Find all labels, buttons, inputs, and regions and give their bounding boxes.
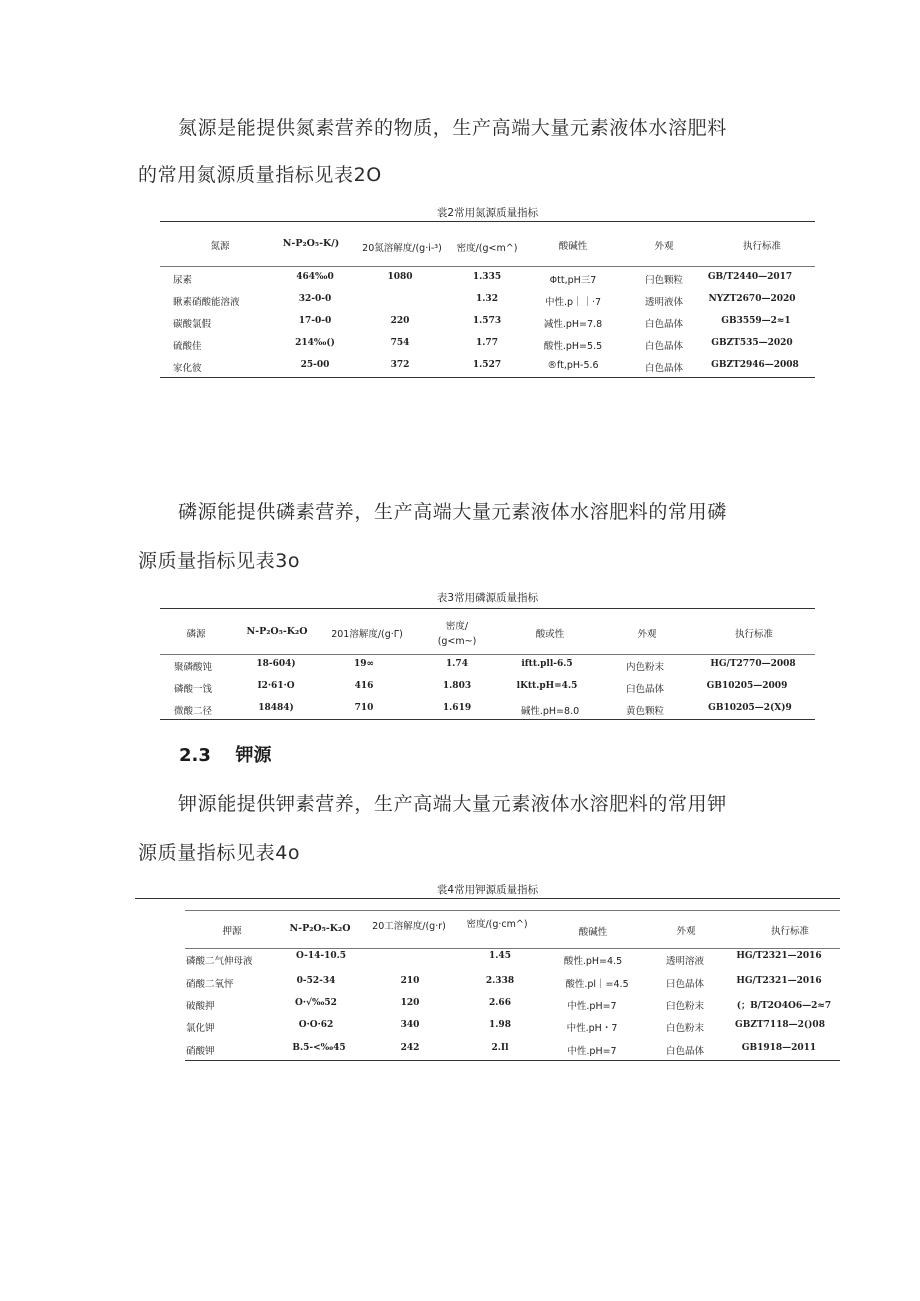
table-2-header-rule — [160, 266, 815, 267]
table-cell: 破酸押 — [186, 1001, 215, 1012]
table-cell: iftt.pll-6.5 — [521, 659, 573, 669]
table-cell: GB10205—2009 — [706, 681, 788, 691]
table-cell: 硝酸二氧怦 — [186, 979, 234, 990]
table-2-header-cell: 密度/(g<m^) — [456, 243, 518, 254]
table-4-header-cell: 押源 — [222, 926, 242, 937]
table-cell: HG/T2321—2016 — [736, 951, 822, 961]
table-cell: 硝酸钾 — [186, 1046, 215, 1057]
table-cell: ®ft,pH-5.6 — [547, 360, 599, 371]
table-cell: 1.45 — [489, 951, 511, 961]
table-cell: 中性.pH・7 — [566, 1023, 618, 1034]
potassium-paragraph-line1: 钾源能提供钾素营养，生产高端大量元素液体水溶肥料的常用钾 — [178, 793, 727, 815]
table-cell: GBZT2946—2008 — [711, 360, 799, 370]
table-cell: 酸性.pl｜=4.5 — [565, 979, 629, 990]
table-cell: NYZT2670—2020 — [708, 294, 796, 304]
table-3-header-cell: 201溶解度/(g·Γ) — [331, 629, 403, 640]
table-cell: 白色粉末 — [665, 1023, 705, 1034]
table-cell: 尿素 — [173, 275, 193, 286]
section-heading — [179, 741, 271, 767]
table-cell: 710 — [354, 703, 374, 713]
table-cell: HG/T2770—2008 — [710, 659, 796, 669]
table-cell: 17-0-0 — [298, 316, 332, 326]
table-cell: 中性.p｜｜·7 — [544, 297, 602, 308]
table-cell: 214‰() — [295, 338, 335, 348]
table-cell: 中性.pH=7 — [567, 1001, 617, 1012]
table-cell: O-14-10.5 — [295, 951, 347, 961]
table-cell: GB3559—2≈1 — [721, 316, 791, 326]
table-cell: 464‰0 — [296, 272, 334, 282]
table-cell: 25-00 — [300, 360, 330, 370]
table-cell: 372 — [390, 360, 410, 370]
table-2-bottom-rule — [160, 377, 815, 378]
table-cell: 瞅素硝酸能溶液 — [173, 297, 240, 308]
table-cell: 透明液体 — [644, 297, 684, 308]
table-cell: O·O·62 — [298, 1020, 334, 1030]
table-cell: I2·61·O — [257, 681, 295, 691]
table-cell: 120 — [400, 998, 420, 1008]
table-cell: 酸性.pH=5.5 — [543, 341, 603, 352]
table-cell: 碱性.pH=8.0 — [520, 706, 580, 717]
table-cell: 白色晶体 — [644, 341, 684, 352]
table-3-header-cell: 执行标准 — [734, 629, 774, 640]
table-3-header-cell: 密度/ — [445, 621, 469, 632]
table-4-header-cell: 密度/(g·cm^) — [466, 919, 528, 930]
table-cell: 220 — [390, 316, 410, 326]
table-cell: 1.74 — [446, 659, 468, 669]
table-2-header-cell: 酸碱性 — [558, 241, 588, 252]
table-cell: B.5-<‰45 — [292, 1043, 346, 1053]
table-cell: 碳酸氯假 — [173, 319, 212, 330]
table-cell: 透明溶液 — [665, 956, 705, 967]
table-2-header-cell: N-P₂O₅-K/) — [282, 238, 340, 249]
table-cell: 416 — [354, 681, 374, 691]
table-cell: 1.98 — [489, 1020, 511, 1030]
table-cell: 曰色晶体 — [665, 979, 705, 990]
table-cell: 754 — [390, 338, 410, 348]
table-cell: 2.Il — [491, 1043, 509, 1053]
table-3-header-cell: N-P₂O₅-K₂O — [246, 626, 308, 637]
table-3-bottom-rule — [160, 719, 815, 720]
table-cell: GB1918—2011 — [741, 1043, 817, 1053]
table-3-header-cell: 外观 — [637, 629, 657, 640]
table-cell: HG/T2321—2016 — [736, 976, 822, 986]
table-cell: 聚磷酸饨 — [174, 662, 213, 673]
table-2-header-cell: 20氮溶解度/(g·i-³) — [362, 243, 442, 254]
table-3-header-rule — [160, 654, 815, 655]
table-4-header-rule — [185, 948, 840, 949]
table-cell: (；B/T2O4O6—2≈7 — [736, 1001, 832, 1011]
table-cell: 中性.pH=7 — [567, 1046, 617, 1057]
table-cell: lKtt.pH=4.5 — [516, 681, 578, 691]
table-cell: 340 — [400, 1020, 420, 1030]
table-cell: 1.803 — [442, 681, 472, 691]
table-cell: GBZT535—2020 — [711, 338, 793, 348]
table-cell: 210 — [400, 976, 420, 986]
table-cell: 臼色粉末 — [665, 1001, 705, 1012]
table-cell: O·√‰52 — [295, 998, 337, 1008]
table-4-header-cell: N-P₂O₅-K₂O — [289, 923, 351, 934]
table-4-caption: 裳4常用钾源质量指标 — [436, 884, 539, 896]
table-cell: GB10205—2(X)9 — [708, 703, 792, 713]
table-2-top-rule — [160, 221, 815, 222]
phosphorus-paragraph-line1: 磷源能提供磷素营养，生产高端大量元素液体水溶肥料的常用磷 — [178, 501, 727, 523]
table-cell: 闩色颗粒 — [644, 275, 684, 286]
potassium-paragraph-line2: 源质量指标见表4o — [138, 842, 301, 864]
table-cell: GBZT7118—2()08 — [735, 1020, 825, 1030]
nitrogen-paragraph-line1: 氮源是能提供氮素营养的物质，生产高端大量元素液体水溶肥料 — [178, 117, 727, 139]
table-cell: 0-52-34 — [296, 976, 336, 986]
table-4-inner-top-rule — [185, 910, 840, 911]
table-4-header-cell: 外观 — [676, 926, 696, 937]
nitrogen-paragraph-line2: 的常用氮源质量指标见表2O — [138, 164, 382, 186]
table-2-header-cell: 执行标准 — [742, 241, 782, 252]
table-cell: 白色晶体 — [644, 363, 684, 374]
table-cell: 1080 — [387, 272, 413, 282]
table-cell: 氯化钾 — [186, 1023, 215, 1034]
table-2-caption: 裳2常用氮源质量指标 — [436, 207, 539, 219]
table-cell: 黄色颗粒 — [625, 706, 665, 717]
table-4-top-rule — [135, 898, 840, 899]
table-3-caption: 表3常用磷源质量指标 — [436, 592, 539, 604]
table-4-header-cell: 20工溶解度/(g·r) — [372, 921, 446, 932]
table-4-header-cell: 执行标准 — [770, 926, 810, 937]
table-3-header-cell: (g<m~) — [437, 636, 477, 647]
table-cell: 1.77 — [476, 338, 498, 348]
table-cell: 磷酸二气伸母液 — [186, 956, 253, 967]
table-cell: 微酸二径 — [174, 706, 213, 717]
table-cell: 242 — [400, 1043, 420, 1053]
table-cell: 白色晶体 — [665, 1046, 705, 1057]
table-3-header-cell: 磷源 — [186, 629, 206, 640]
table-cell: 1.527 — [472, 360, 502, 370]
table-cell: 内色粉末 — [625, 662, 665, 673]
table-cell: 硫酸佳 — [173, 341, 202, 352]
table-3-header-cell: 酸或性 — [535, 629, 565, 640]
table-cell: 1.573 — [472, 316, 502, 326]
table-cell: Φtt,pH三7 — [549, 275, 597, 286]
table-cell: 1.32 — [476, 294, 498, 304]
table-cell: 减性.pH=7.8 — [543, 319, 603, 330]
table-cell: 1.335 — [472, 272, 502, 282]
table-cell: 2.66 — [489, 998, 511, 1008]
table-2-header-cell: 外观 — [654, 241, 674, 252]
table-cell: 酸性.pH=4.5 — [563, 956, 623, 967]
table-cell: GB/T2440—2017 — [707, 272, 793, 282]
table-cell: 1.619 — [442, 703, 472, 713]
table-cell: 19∞ — [353, 659, 375, 669]
table-2-header-cell: 氮源 — [210, 241, 230, 252]
table-cell: 家化彼 — [173, 363, 202, 374]
table-cell: 白色晶体 — [644, 319, 684, 330]
table-cell: 磷酸一饯 — [174, 684, 213, 695]
table-cell: 臼色晶体 — [625, 684, 665, 695]
table-4-header-cell: 酸碱性 — [578, 927, 608, 938]
table-cell: 18-604) — [256, 659, 296, 669]
phosphorus-paragraph-line2: 源质量指标见表3o — [138, 550, 301, 572]
table-cell: 2.338 — [485, 976, 515, 986]
table-3-top-rule — [160, 608, 815, 609]
table-cell: 18484) — [258, 703, 294, 713]
table-cell: 32-0-0 — [298, 294, 332, 304]
section-title: 钾源 — [235, 745, 272, 766]
table-4-bottom-rule — [185, 1060, 840, 1061]
section-number: 2.3 — [179, 745, 211, 766]
